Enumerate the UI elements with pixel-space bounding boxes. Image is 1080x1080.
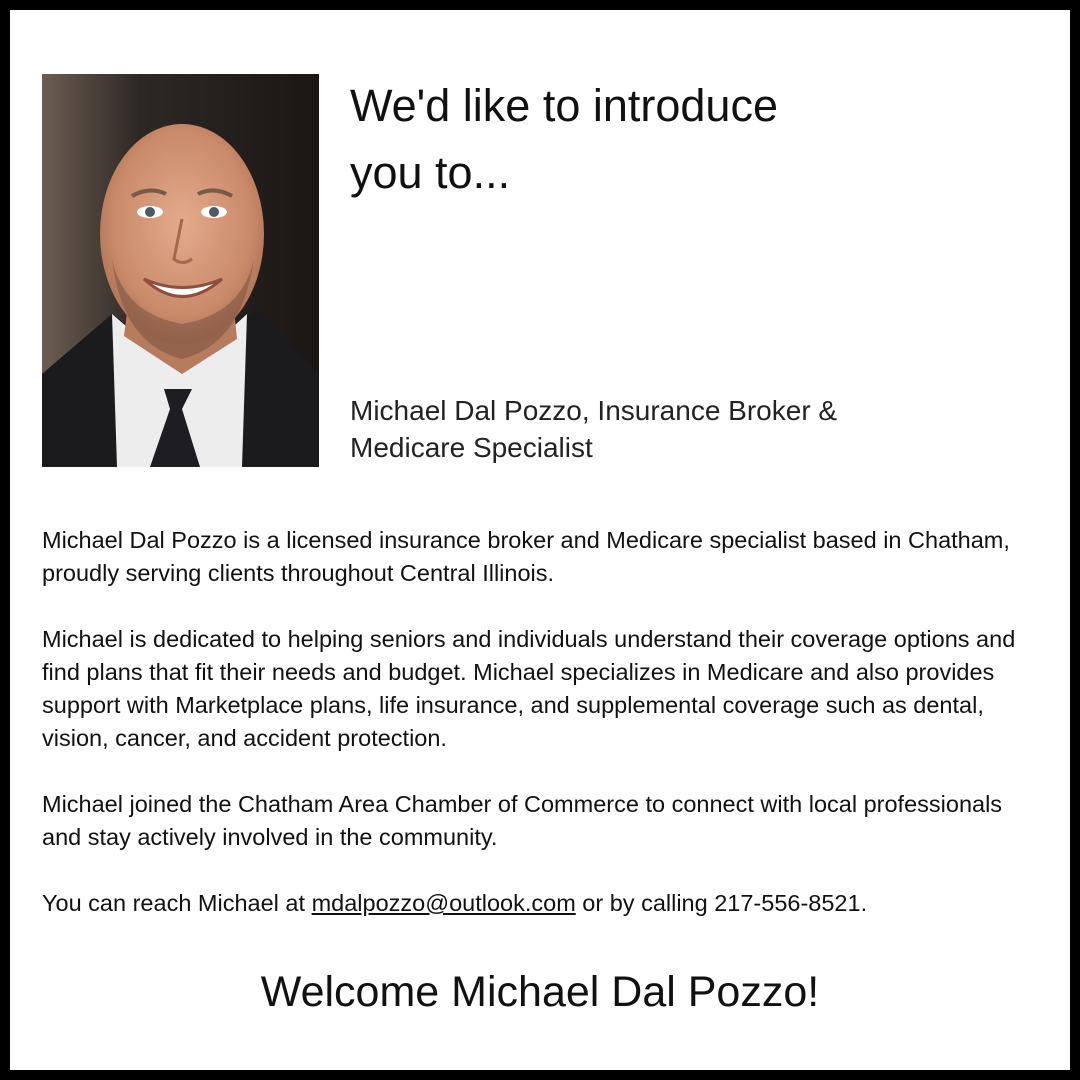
- contact-prefix: You can reach Michael at: [42, 890, 312, 916]
- bio-paragraph-1: Michael Dal Pozzo is a licensed insurance broker and Medicare specialist based in Chatham, proudly serving clients throughout Central Illinois.: [42, 527, 1010, 586]
- bio-paragraph-2: Michael is dedicated to helping seniors and individuals understand their coverage options and find plans that fit their needs and budget. Michael specializes in Medicare and also provides support with Marketplace plans, life insurance, and supplemental coverage such as dental, vision, cancer, and accident protection.: [42, 626, 1016, 751]
- email-link[interactable]: mdalpozzo@outlook.com: [311, 890, 576, 916]
- announcement-card: [10, 10, 1070, 1070]
- welcome-message: Welcome Michael Dal Pozzo!: [260, 968, 820, 1016]
- headline-line-2: you to...: [350, 147, 511, 198]
- subtitle-line-2: Medicare Specialist: [350, 432, 593, 463]
- portrait-photo: [42, 74, 319, 467]
- member-name-title: [350, 392, 950, 466]
- headline-line-1: We'd like to introduce: [350, 80, 778, 131]
- contact-paragraph: [42, 887, 1042, 920]
- bio-section: [42, 524, 1042, 953]
- contact-middle: or by calling: [575, 890, 715, 916]
- contact-suffix: .: [860, 890, 868, 916]
- headline: [350, 72, 910, 206]
- bio-paragraph-3: Michael joined the Chatham Area Chamber of Commerce to connect with local professionals and stay actively involved in the community.: [42, 791, 1003, 850]
- subtitle-line-1: Michael Dal Pozzo, Insurance Broker &: [350, 395, 838, 426]
- phone-number: 217-556-8521: [714, 890, 861, 916]
